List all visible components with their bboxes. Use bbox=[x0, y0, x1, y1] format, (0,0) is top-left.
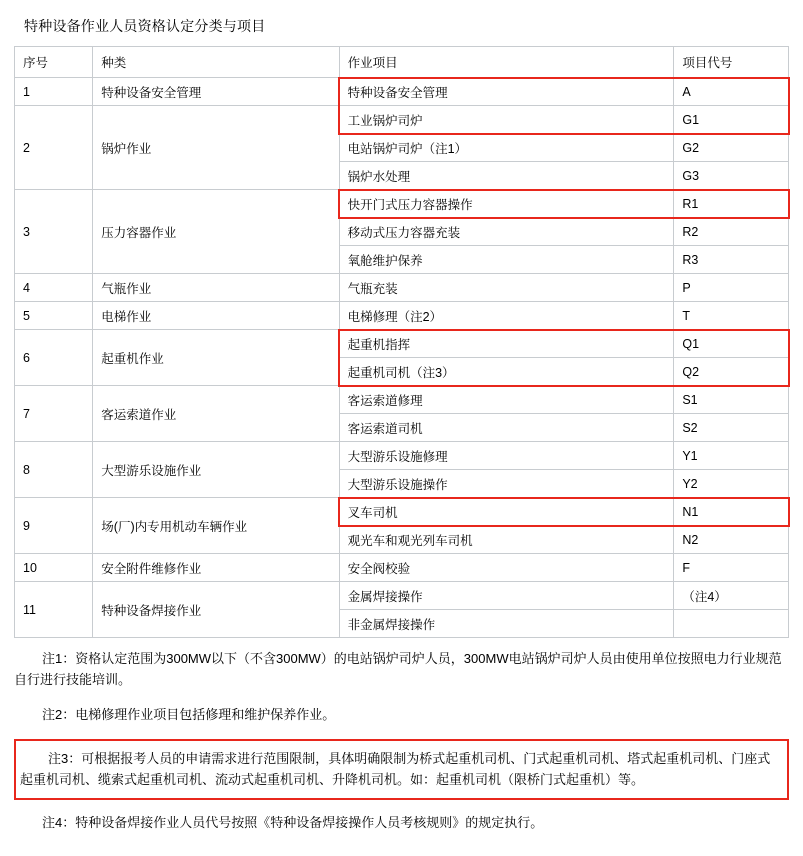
cell-no: 1 bbox=[15, 78, 93, 106]
cell-no: 8 bbox=[15, 442, 93, 498]
note-paragraph: 注1：资格认定范围为300MW以下（不含300MW）的电站锅炉司炉人员，300MW电站锅炉司炉人员由使用单位按照电力行业规范自行进行技能培训。 bbox=[14, 651, 782, 687]
cell-code: T bbox=[674, 302, 789, 330]
cell-item: 大型游乐设施修理 bbox=[339, 442, 674, 470]
cell-item: 工业锅炉司炉 bbox=[339, 106, 674, 134]
cell-code: G2 bbox=[674, 134, 789, 162]
page-title: 特种设备作业人员资格认定分类与项目 bbox=[24, 18, 266, 34]
cell-code: Y2 bbox=[674, 470, 789, 498]
cell-code: Y1 bbox=[674, 442, 789, 470]
table-row bbox=[15, 442, 789, 470]
cell-kind: 电梯作业 bbox=[93, 302, 339, 330]
cell-code: S2 bbox=[674, 414, 789, 442]
cell-item: 锅炉水处理 bbox=[339, 162, 674, 190]
qualification-table bbox=[14, 46, 789, 638]
note-paragraph: 注4：特种设备焊接作业人员代号按照《特种设备焊接操作人员考核规则》的规定执行。 bbox=[42, 815, 544, 830]
cell-code: A bbox=[674, 78, 789, 106]
cell-item: 观光车和观光列车司机 bbox=[339, 526, 674, 554]
table-row bbox=[15, 386, 789, 414]
cell-code: N2 bbox=[674, 526, 789, 554]
cell-item: 起重机司机（注3） bbox=[339, 358, 674, 386]
cell-kind: 气瓶作业 bbox=[93, 274, 339, 302]
cell-item: 大型游乐设施操作 bbox=[339, 470, 674, 498]
table-header bbox=[15, 47, 789, 78]
cell-item: 移动式压力容器充装 bbox=[339, 218, 674, 246]
cell-kind: 特种设备安全管理 bbox=[93, 78, 339, 106]
cell-code: R3 bbox=[674, 246, 789, 274]
header-cell-no: 序号 bbox=[15, 47, 93, 78]
cell-kind: 特种设备焊接作业 bbox=[93, 582, 339, 638]
cell-code: R2 bbox=[674, 218, 789, 246]
header-cell-kind: 种类 bbox=[93, 47, 339, 78]
cell-code: R1 bbox=[674, 190, 789, 218]
cell-no: 5 bbox=[15, 302, 93, 330]
cell-item: 快开门式压力容器操作 bbox=[339, 190, 674, 218]
cell-item: 电梯修理（注2） bbox=[339, 302, 674, 330]
cell-kind: 场(厂)内专用机动车辆作业 bbox=[93, 498, 339, 554]
cell-code: Q1 bbox=[674, 330, 789, 358]
cell-no: 4 bbox=[15, 274, 93, 302]
cell-code: P bbox=[674, 274, 789, 302]
cell-item: 客运索道修理 bbox=[339, 386, 674, 414]
table-row bbox=[15, 330, 789, 358]
table-row bbox=[15, 274, 789, 302]
cell-item: 客运索道司机 bbox=[339, 414, 674, 442]
notes-section bbox=[14, 648, 789, 833]
table-row bbox=[15, 190, 789, 218]
table-row bbox=[15, 582, 789, 610]
cell-code: F bbox=[674, 554, 789, 582]
cell-code: G1 bbox=[674, 106, 789, 134]
cell-no: 11 bbox=[15, 582, 93, 638]
header-cell-code: 项目代号 bbox=[674, 47, 789, 78]
cell-item: 起重机指挥 bbox=[339, 330, 674, 358]
cell-item: 气瓶充装 bbox=[339, 274, 674, 302]
table-wrapper bbox=[14, 46, 789, 638]
cell-code: N1 bbox=[674, 498, 789, 526]
cell-no: 2 bbox=[15, 106, 93, 190]
cell-no: 6 bbox=[15, 330, 93, 386]
cell-item: 安全阀校验 bbox=[339, 554, 674, 582]
header-cell-item: 作业项目 bbox=[339, 47, 674, 78]
table-body bbox=[15, 78, 789, 638]
cell-item: 叉车司机 bbox=[339, 498, 674, 526]
table-row bbox=[15, 302, 789, 330]
cell-kind: 压力容器作业 bbox=[93, 190, 339, 274]
cell-item: 非金属焊接操作 bbox=[339, 610, 674, 638]
table-row bbox=[15, 554, 789, 582]
table-row bbox=[15, 78, 789, 106]
cell-no: 9 bbox=[15, 498, 93, 554]
cell-kind: 客运索道作业 bbox=[93, 386, 339, 442]
table-row bbox=[15, 106, 789, 134]
cell-code: （注4） bbox=[674, 582, 789, 610]
cell-kind: 大型游乐设施作业 bbox=[93, 442, 339, 498]
cell-kind: 锅炉作业 bbox=[93, 106, 339, 190]
note-paragraph: 注2：电梯修理作业项目包括修理和维护保养作业。 bbox=[42, 707, 336, 722]
cell-code: Q2 bbox=[674, 358, 789, 386]
table-row bbox=[15, 498, 789, 526]
cell-code: G3 bbox=[674, 162, 789, 190]
cell-code bbox=[674, 610, 789, 638]
cell-no: 7 bbox=[15, 386, 93, 442]
cell-item: 特种设备安全管理 bbox=[339, 78, 674, 106]
cell-no: 10 bbox=[15, 554, 93, 582]
cell-item: 电站锅炉司炉（注1） bbox=[339, 134, 674, 162]
cell-kind: 起重机作业 bbox=[93, 330, 339, 386]
note-paragraph: 注3：可根据报考人员的申请需求进行范围限制，具体明确限制为桥式起重机司机、门式起重机司机、塔式起重机司机、门座式起重机司机、缆索式起重机司机、流动式起重机司机、升降机司机。如：起重机司机（限桥门式起重机）等。 bbox=[14, 739, 789, 800]
cell-code: S1 bbox=[674, 386, 789, 414]
cell-item: 氧舱维护保养 bbox=[339, 246, 674, 274]
table-header-row bbox=[15, 47, 789, 78]
cell-item: 金属焊接操作 bbox=[339, 582, 674, 610]
cell-no: 3 bbox=[15, 190, 93, 274]
cell-kind: 安全附件维修作业 bbox=[93, 554, 339, 582]
